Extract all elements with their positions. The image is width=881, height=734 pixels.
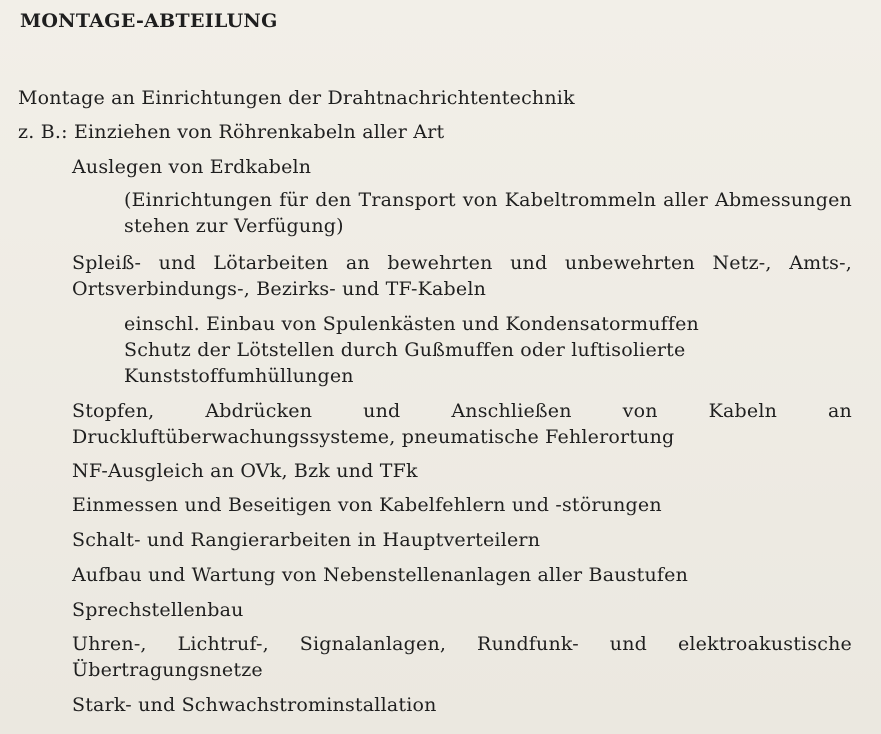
list-item-sub: Schutz der Lötstellen durch Gußmuffen oder luftisolierte Kunststoffumhüllungen [124,339,686,387]
list-item: Stark- und Schwachstrominstallation [72,694,437,716]
page-heading: MONTAGE-ABTEILUNG [20,10,278,32]
example-line [18,119,444,145]
list-item: Einmessen und Beseitigen von Kabelfehlern und -störungen [72,494,662,516]
example-prefix: z. B.: [18,121,68,143]
list-item: NF-Ausgleich an OVk, Bzk und TFk [72,460,418,482]
list-item-note: (Einrichtungen für den Transport von Kabeltrommeln aller Abmessungen stehen zur Verfügung) [124,189,852,237]
list-item-sub: einschl. Einbau von Spulenkästen und Kondensatormuffen [124,313,699,335]
example-item: Einziehen von Röhrenkabeln aller Art [73,121,445,143]
intro-text: Montage an Einrichtungen der Drahtnachrichtentechnik [18,87,575,109]
list-item: Spleiß- und Lötarbeiten an bewehrten und unbewehrten Netz-, Amts-, Ortsverbindungs-, Bezirks- und TF-Kabeln [72,252,852,300]
list-item: Uhren-, Lichtruf-, Signalanlagen, Rundfunk- und elektroakustische Übertragungsnetze [72,633,852,681]
list-item: Auslegen von Erdkabeln [72,156,312,178]
list-item: Aufbau und Wartung von Nebenstellenanlagen aller Baustufen [72,564,689,586]
list-item: Stopfen, Abdrücken und Anschließen von Kabeln an Druckluftüberwachungssysteme, pneumatische Fehlerortung [72,400,852,448]
list-item: Sprechstellenbau [72,599,244,621]
list-item: Schalt- und Rangierarbeiten in Hauptverteilern [72,529,541,551]
